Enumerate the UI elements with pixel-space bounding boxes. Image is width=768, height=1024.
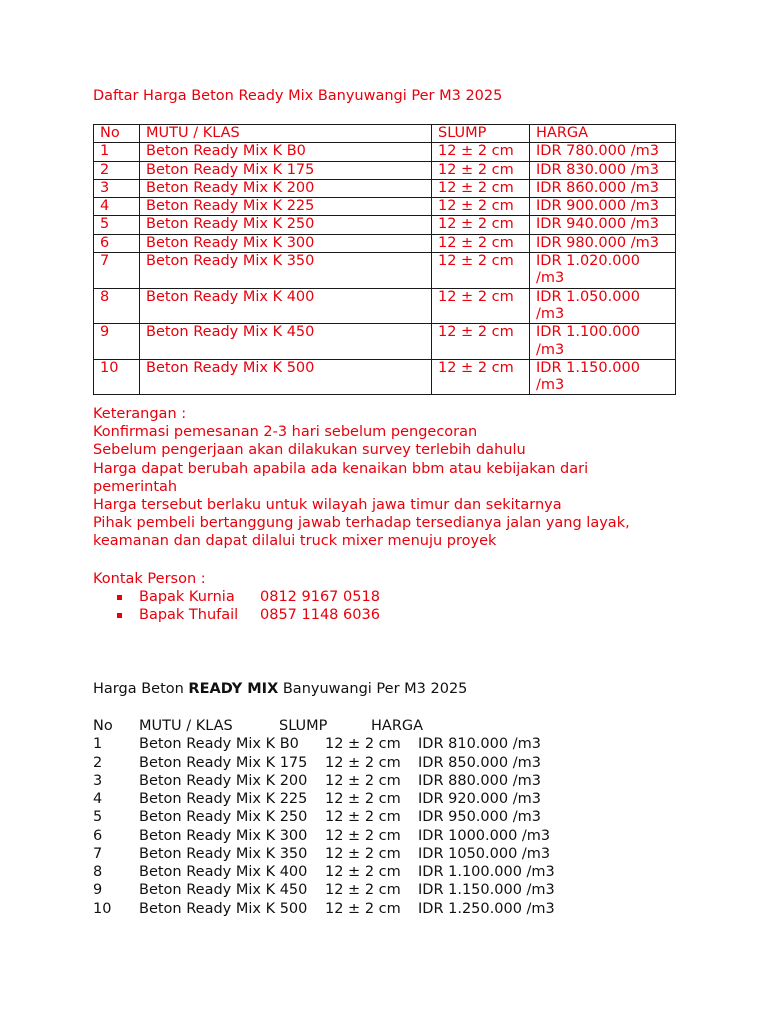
cell-slump: 12 ± 2 cm (432, 324, 530, 360)
cell-slump: 12 ± 2 cm (432, 359, 530, 395)
cell-no: 8 (94, 288, 140, 324)
contact-item (93, 606, 693, 624)
cell-harga: IDR 860.000 /m3 (530, 179, 676, 197)
price-table (93, 124, 676, 395)
cell-slump: 12 ± 2 cm (432, 161, 530, 179)
cell-mutu: Beton Ready Mix K 300 (140, 234, 432, 252)
cell-mutu: Beton Ready Mix K B0 (140, 143, 432, 161)
cell-mutu: Beton Ready Mix K 225 (140, 198, 432, 216)
note-item: Harga dapat berubah apabila ada kenaikan bbm atau kebijakan dari pemerintah (93, 460, 589, 495)
table-row (94, 198, 676, 216)
header-mutu: MUTU / KLAS (140, 125, 432, 143)
cell-no: 4 (94, 198, 140, 216)
cell-harga: IDR 1.150.000 /m3 (530, 359, 676, 395)
cell-mutu: Beton Ready Mix K 175 (140, 161, 432, 179)
cell-harga: IDR 940.000 /m3 (530, 216, 676, 234)
note-item: Sebelum pengerjaan akan dilakukan survey terlebih dahulu (93, 442, 526, 459)
table-row (94, 288, 676, 324)
table-row (94, 161, 676, 179)
item-harga: IDR 1000.000 /m3 (418, 827, 551, 844)
cell-slump: 12 ± 2 cm (432, 288, 530, 324)
cell-mutu: Beton Ready Mix K 450 (140, 324, 432, 360)
cell-harga: IDR 1.050.000 /m3 (530, 288, 676, 324)
cell-slump: 12 ± 2 cm (432, 179, 530, 197)
cell-slump: 12 ± 2 cm (432, 234, 530, 252)
cell-mutu: Beton Ready Mix K 350 (140, 253, 432, 289)
table-row (94, 216, 676, 234)
title-suffix: Banyuwangi Per M3 2025 (278, 681, 468, 697)
header-mutu: MUTU / KLAS (139, 718, 233, 734)
item-mutu: Beton Ready Mix K B0 (139, 736, 299, 753)
cell-slump: 12 ± 2 cm (432, 198, 530, 216)
header-harga: HARGA (530, 125, 676, 143)
note-item: Konfirmasi pemesanan 2-3 hari sebelum pengecoran (93, 424, 478, 441)
cell-harga: IDR 1.020.000 /m3 (530, 253, 676, 289)
item-slump: 12 ± 2 cm (325, 809, 401, 826)
item-no: 5 (93, 809, 103, 826)
bullet-icon (117, 613, 122, 618)
note-item: Pihak pembeli bertanggung jawab terhadap tersedianya jalan yang layak, keamanan dan dapat dilalui truck mixer menuju proyek (93, 515, 630, 550)
cell-no: 5 (94, 216, 140, 234)
cell-mutu: Beton Ready Mix K 250 (140, 216, 432, 234)
item-slump: 12 ± 2 cm (325, 827, 401, 844)
note-item: Harga tersebut berlaku untuk wilayah jawa timur dan sekitarnya (93, 497, 562, 514)
contact-title: Kontak Person : (93, 571, 206, 587)
price-list-title: Daftar Harga Beton Ready Mix Banyuwangi Per M3 2025 (93, 88, 503, 104)
contact-item (93, 588, 693, 606)
cell-no: 1 (94, 143, 140, 161)
item-no: 1 (93, 736, 103, 753)
table-row (94, 143, 676, 161)
contact-name: Bapak Kurnia (139, 589, 235, 606)
cell-harga: IDR 900.000 /m3 (530, 198, 676, 216)
item-harga: IDR 850.000 /m3 (418, 754, 541, 771)
item-no: 9 (93, 882, 103, 899)
header-harga: HARGA (371, 718, 424, 734)
cell-harga: IDR 1.100.000 /m3 (530, 324, 676, 360)
item-no: 8 (93, 864, 103, 880)
notes-section (93, 405, 693, 551)
cell-slump: 12 ± 2 cm (432, 216, 530, 234)
cell-no: 7 (94, 253, 140, 289)
notes-title: Keterangan : (93, 406, 187, 422)
cell-mutu: Beton Ready Mix K 200 (140, 179, 432, 197)
header-no: No (94, 125, 140, 143)
cell-no: 9 (94, 324, 140, 360)
item-no: 10 (93, 900, 112, 917)
title-bold: READY MIX (188, 681, 279, 697)
item-harga: IDR 880.000 /m3 (418, 772, 541, 789)
item-no: 4 (93, 791, 103, 807)
contact-phone: 0812 9167 0518 (260, 589, 380, 606)
item-no: 7 (93, 845, 103, 862)
cell-no: 10 (94, 359, 140, 395)
cell-harga: IDR 780.000 /m3 (530, 143, 676, 161)
item-slump: 12 ± 2 cm (325, 882, 401, 899)
table-row (94, 359, 676, 395)
item-mutu: Beton Ready Mix K 500 (139, 900, 308, 917)
item-slump: 12 ± 2 cm (325, 754, 401, 771)
item-harga: IDR 1.150.000 /m3 (418, 882, 555, 899)
table-header-row (94, 125, 676, 143)
cell-slump: 12 ± 2 cm (432, 143, 530, 161)
item-harga: IDR 950.000 /m3 (418, 809, 541, 826)
item-slump: 12 ± 2 cm (325, 900, 401, 917)
item-slump: 12 ± 2 cm (325, 845, 401, 862)
contact-name: Bapak Thufail (139, 607, 239, 624)
table-row (94, 324, 676, 360)
item-mutu: Beton Ready Mix K 300 (139, 827, 308, 844)
item-slump: 12 ± 2 cm (325, 736, 401, 753)
table-row (94, 253, 676, 289)
item-mutu: Beton Ready Mix K 225 (139, 791, 308, 807)
title-prefix: Harga Beton (93, 681, 189, 697)
item-mutu: Beton Ready Mix K 350 (139, 845, 308, 862)
item-mutu: Beton Ready Mix K 175 (139, 754, 308, 771)
item-mutu: Beton Ready Mix K 450 (139, 882, 308, 899)
item-mutu: Beton Ready Mix K 250 (139, 809, 308, 826)
table-row (94, 179, 676, 197)
item-harga: IDR 1.250.000 /m3 (418, 900, 555, 917)
header-no: No (93, 718, 113, 734)
table-row (94, 234, 676, 252)
contact-phone: 0857 1148 6036 (260, 607, 380, 624)
bullet-icon (117, 595, 122, 600)
cell-no: 3 (94, 179, 140, 197)
item-harga: IDR 1050.000 /m3 (418, 845, 551, 862)
cell-harga: IDR 980.000 /m3 (530, 234, 676, 252)
item-no: 6 (93, 827, 103, 844)
item-harga: IDR 810.000 /m3 (418, 736, 541, 753)
header-slump: SLUMP (279, 718, 328, 734)
item-slump: 12 ± 2 cm (325, 772, 401, 789)
cell-mutu: Beton Ready Mix K 500 (140, 359, 432, 395)
item-harga: IDR 1.100.000 /m3 (418, 864, 555, 880)
item-slump: 12 ± 2 cm (325, 864, 401, 880)
cell-slump: 12 ± 2 cm (432, 253, 530, 289)
item-no: 2 (93, 754, 103, 771)
item-harga: IDR 920.000 /m3 (418, 791, 541, 807)
item-mutu: Beton Ready Mix K 400 (139, 864, 308, 880)
header-slump: SLUMP (432, 125, 530, 143)
cell-mutu: Beton Ready Mix K 400 (140, 288, 432, 324)
cell-no: 6 (94, 234, 140, 252)
cell-no: 2 (94, 161, 140, 179)
second-price-list-title (93, 680, 467, 698)
cell-harga: IDR 830.000 /m3 (530, 161, 676, 179)
contact-section (93, 570, 693, 625)
item-slump: 12 ± 2 cm (325, 791, 401, 807)
item-no: 3 (93, 772, 103, 789)
item-mutu: Beton Ready Mix K 200 (139, 772, 308, 789)
